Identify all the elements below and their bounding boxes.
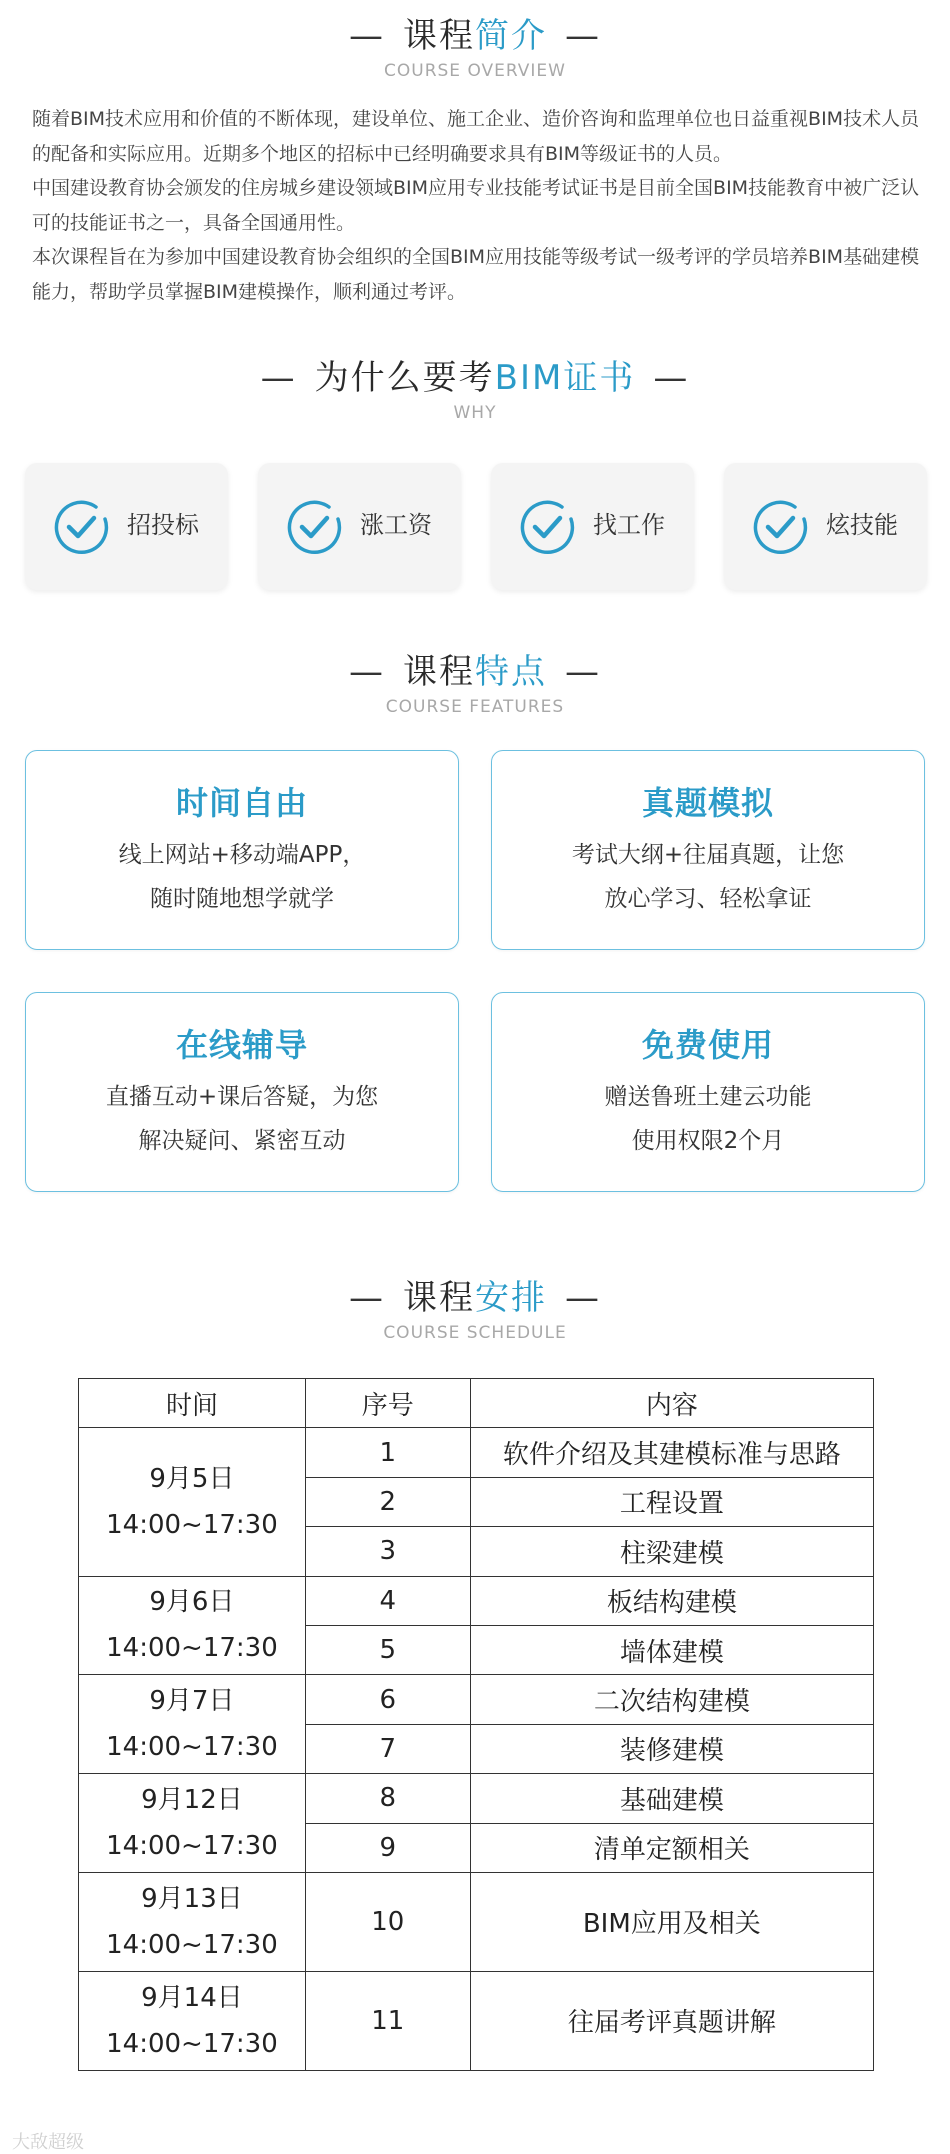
why-card (258, 463, 461, 590)
row-number: 1 (305, 1428, 470, 1477)
overview-text (32, 102, 922, 309)
check-circle-icon (751, 498, 809, 556)
check-circle-icon (518, 498, 576, 556)
why-label: 招投标 (127, 511, 199, 539)
table-row (79, 1576, 874, 1625)
feature-title: 免费使用 (641, 1026, 774, 1064)
session-time (79, 1872, 306, 1971)
row-number: 7 (305, 1724, 470, 1773)
row-content: 柱梁建模 (470, 1527, 873, 1576)
why-title-highlight: BIM证书 (494, 358, 636, 398)
session-hours: 14:00~17:30 (106, 1732, 278, 1763)
overview-heading: — 课程简介 — COURSE OVERVIEW (0, 14, 950, 82)
feature-title: 在线辅导 (175, 1026, 308, 1064)
table-header-row (79, 1379, 874, 1428)
features-heading: — 课程特点 — COURSE FEATURES (0, 650, 950, 718)
schedule-title: 课程 (403, 1278, 475, 1318)
feature-desc: 线上网站+移动端APP， (118, 842, 366, 868)
table-row (79, 1675, 874, 1724)
session-hours: 14:00~17:30 (106, 1633, 278, 1664)
row-content: 基础建模 (470, 1774, 873, 1823)
row-number: 11 (305, 1971, 470, 2070)
why-label: 找工作 (593, 511, 665, 539)
why-title: 为什么要考 (314, 358, 495, 398)
schedule-heading: — 课程安排 — COURSE SCHEDULE (0, 1276, 950, 1344)
session-time (79, 1774, 306, 1873)
session-time (79, 1971, 306, 2070)
session-hours: 14:00~17:30 (106, 1831, 278, 1862)
feature-desc: 解决疑问、紧密互动 (138, 1128, 346, 1154)
session-date: 9月6日 (149, 1587, 235, 1618)
feature-desc: 赠送鲁班土建云功能 (604, 1084, 812, 1110)
session-date: 9月7日 (149, 1686, 235, 1717)
session-hours: 14:00~17:30 (106, 2028, 278, 2059)
why-subtitle: WHY (453, 403, 497, 423)
row-content: BIM应用及相关 (470, 1872, 873, 1971)
check-circle-icon (285, 498, 343, 556)
row-number: 9 (305, 1823, 470, 1872)
feature-card (25, 750, 459, 950)
features-title-highlight: 特点 (475, 652, 547, 692)
feature-card (491, 992, 925, 1192)
why-cards (25, 463, 925, 590)
feature-desc: 放心学习、轻松拿证 (604, 886, 812, 912)
row-number: 5 (305, 1625, 470, 1674)
table-row (79, 1872, 874, 1971)
overview-paragraph: 中国建设教育协会颁发的住房城乡建设领域BIM应用专业技能考试证书是目前全国BIM技能教育中被广泛认可的技能证书之一，具备全国通用性。 (32, 177, 920, 234)
schedule-title-highlight: 安排 (475, 1278, 547, 1318)
why-card (724, 463, 927, 590)
check-circle-icon (52, 498, 110, 556)
feature-desc: 考试大纲+往届真题，让您 (571, 842, 845, 868)
row-content: 装修建模 (470, 1724, 873, 1773)
session-date: 9月13日 (141, 1883, 243, 1914)
feature-card (25, 992, 459, 1192)
table-row (79, 1774, 874, 1823)
feature-title: 时间自由 (175, 784, 308, 822)
why-card (25, 463, 228, 590)
session-time (79, 1576, 306, 1675)
overview-title: 课程 (403, 16, 475, 56)
row-number: 8 (305, 1774, 470, 1823)
row-content: 二次结构建模 (470, 1675, 873, 1724)
table-header: 内容 (470, 1379, 873, 1428)
table-row (79, 1428, 874, 1477)
why-label: 涨工资 (360, 511, 432, 539)
feature-title: 真题模拟 (641, 784, 774, 822)
session-hours: 14:00~17:30 (106, 1929, 278, 1960)
row-content: 清单定额相关 (470, 1823, 873, 1872)
row-number: 6 (305, 1675, 470, 1724)
table-row (79, 1971, 874, 2070)
overview-paragraph: 随着BIM技术应用和价值的不断体现，建设单位、施工企业、造价咨询和监理单位也日益重视BIM技术人员的配备和实际应用。近期多个地区的招标中已经明确要求具有BIM等级证书的人员。 (32, 108, 920, 165)
row-number: 4 (305, 1576, 470, 1625)
row-content: 板结构建模 (470, 1576, 873, 1625)
session-date: 9月14日 (141, 1982, 243, 2013)
feature-card (491, 750, 925, 950)
overview-subtitle: COURSE OVERVIEW (384, 61, 566, 81)
schedule-subtitle: COURSE SCHEDULE (383, 1323, 567, 1343)
schedule-table (78, 1378, 874, 2071)
row-content: 工程设置 (470, 1477, 873, 1526)
features-subtitle: COURSE FEATURES (385, 697, 565, 717)
overview-paragraph: 本次课程旨在为参加中国建设教育协会组织的全国BIM应用技能等级考试一级考评的学员培养BIM基础建模能力，帮助学员掌握BIM建模操作，顺利通过考评。 (32, 246, 920, 303)
features-title: 课程 (403, 652, 475, 692)
feature-desc: 随时随地想学就学 (150, 886, 334, 912)
row-content: 往届考评真题讲解 (470, 1971, 873, 2070)
watermark: 大敌超级 (12, 2132, 84, 2153)
row-content: 墙体建模 (470, 1625, 873, 1674)
table-header: 时间 (79, 1379, 306, 1428)
row-number: 3 (305, 1527, 470, 1576)
session-date: 9月12日 (141, 1785, 243, 1816)
row-number: 2 (305, 1477, 470, 1526)
feature-desc: 使用权限2个月 (631, 1128, 785, 1154)
why-label: 炫技能 (826, 511, 898, 539)
session-time (79, 1675, 306, 1774)
table-header: 序号 (305, 1379, 470, 1428)
row-content: 软件介绍及其建模标准与思路 (470, 1428, 873, 1477)
session-hours: 14:00~17:30 (106, 1509, 278, 1540)
overview-title-highlight: 简介 (475, 16, 547, 56)
session-time (79, 1428, 306, 1576)
row-number: 10 (305, 1872, 470, 1971)
why-card (491, 463, 694, 590)
feature-desc: 直播互动+课后答疑，为您 (105, 1084, 379, 1110)
why-heading: — 为什么要考BIM证书 — WHY (0, 356, 950, 424)
session-date: 9月5日 (149, 1463, 235, 1494)
